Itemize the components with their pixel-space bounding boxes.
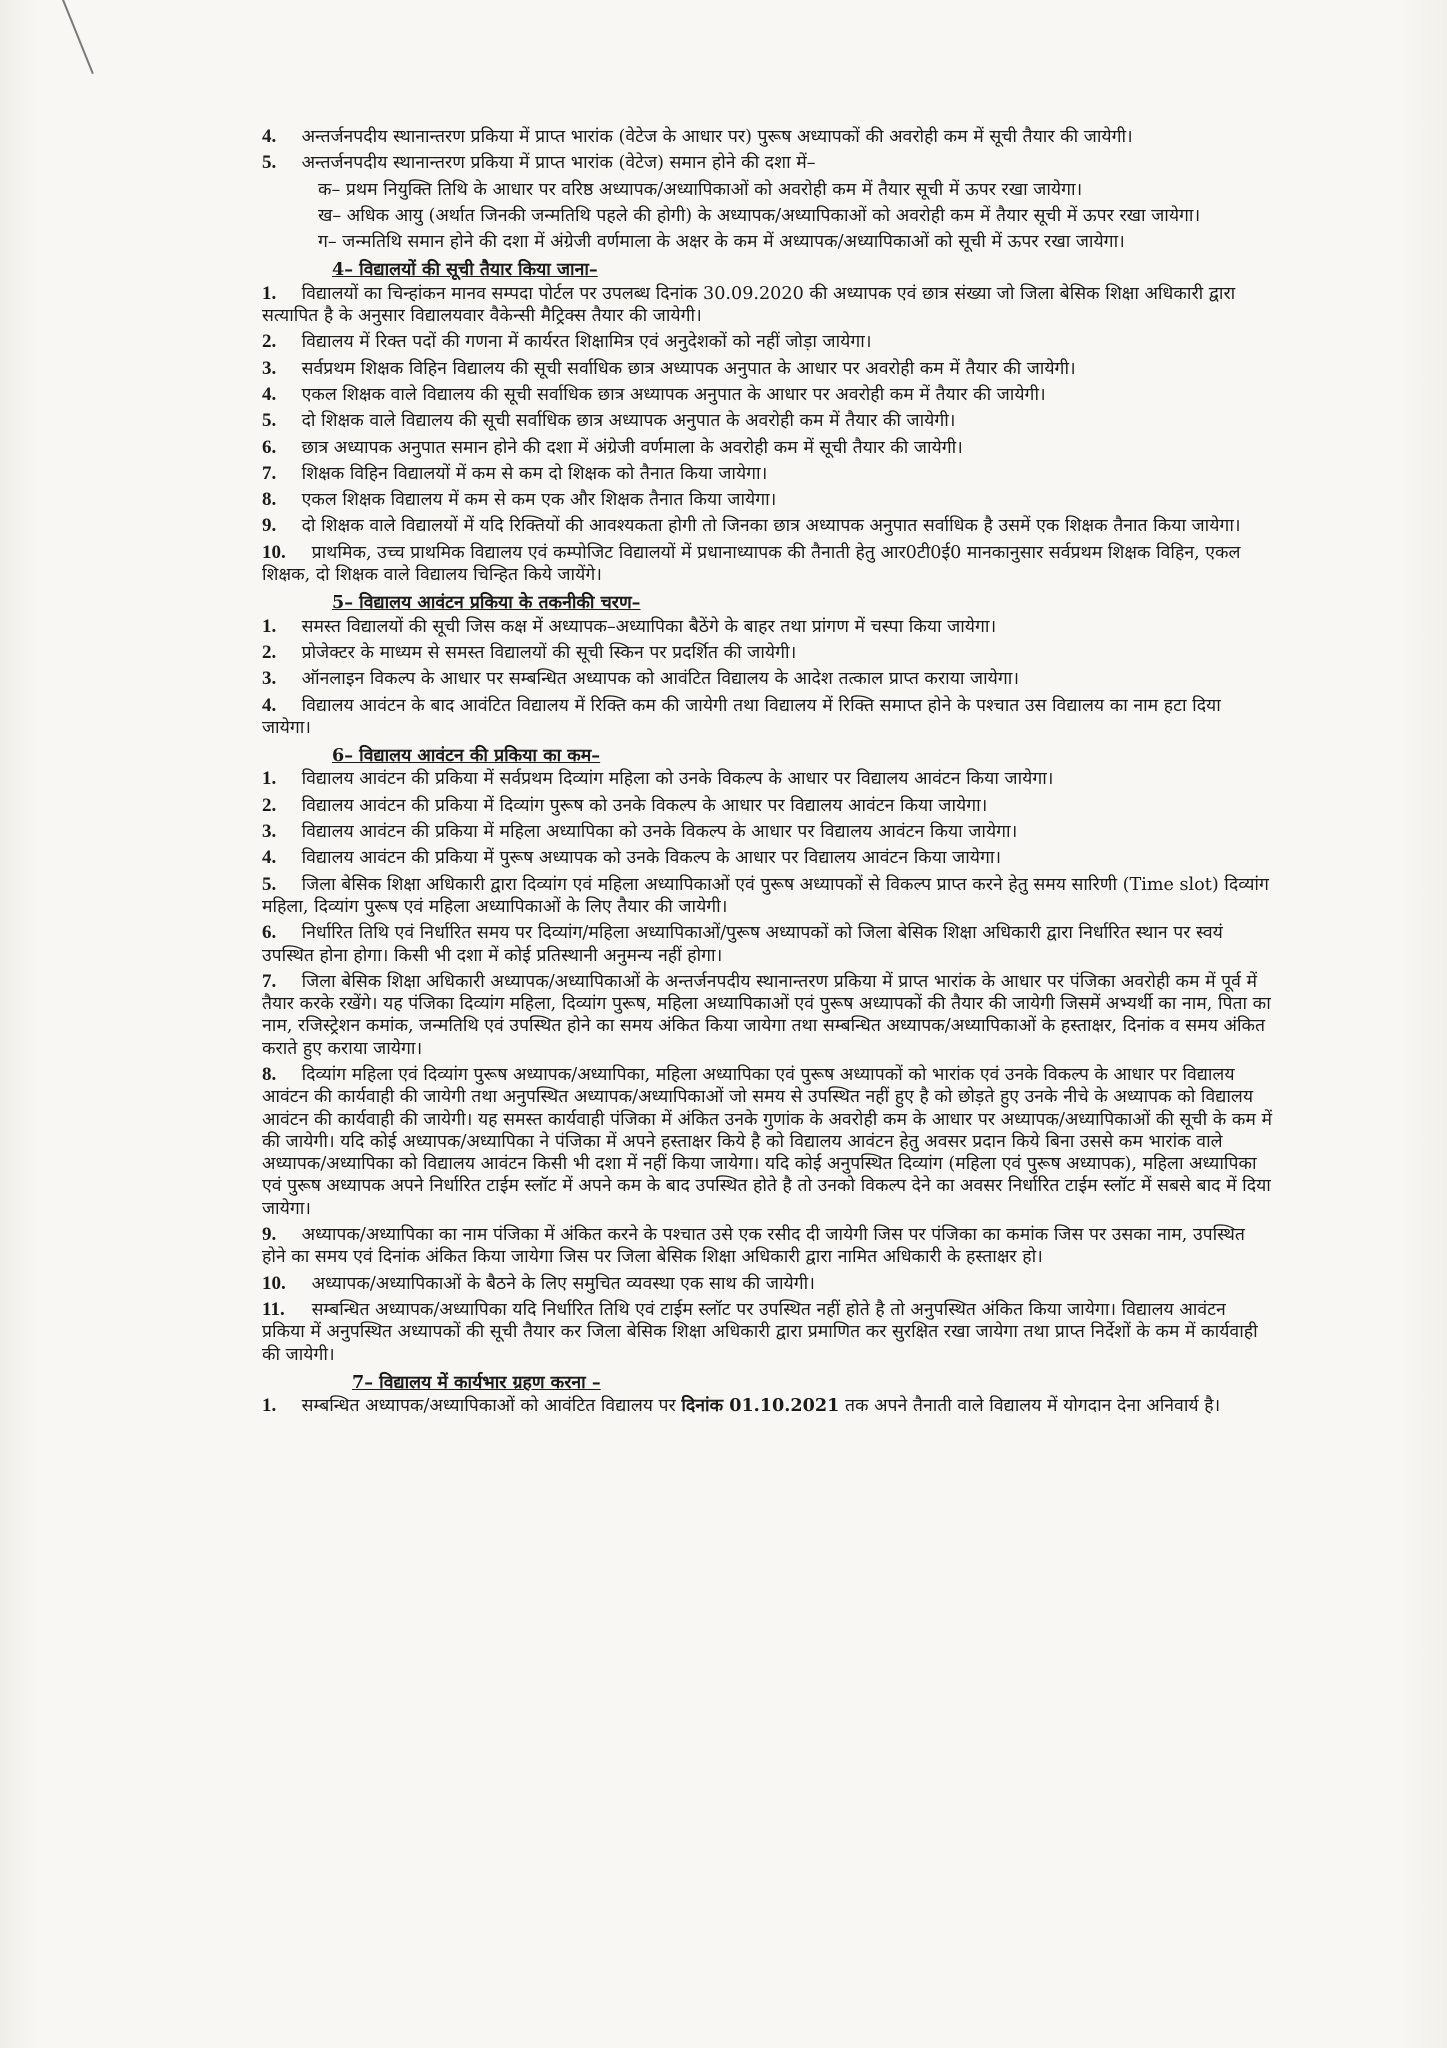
item-text: विद्यालय आवंटन की प्रकिया में दिव्यांग पुरूष को उनके विकल्प के आधार पर विद्यालय आवंटन किया जायेगा। [301, 795, 988, 816]
list-item [262, 642, 1272, 664]
list-item [262, 922, 1272, 967]
item-number: 6. [262, 922, 277, 944]
item-number: 10. [262, 541, 286, 563]
section-heading: 4– विद्यालयों की सूची तैयार किया जाना– [332, 259, 598, 281]
item-number: 9. [262, 1224, 277, 1246]
item-text: निर्धारित तिथि एवं निर्धारित समय पर दिव्यांग/महिला अध्यापिकाओं/पुरूष अध्यापकों को जिला बेसिक शिक्षा अधिकारी द्वारा निर्धारित स्थान पर स्वयं उपस्थित होना होगा। किसी भी दशा में कोई प्रतिस्थानी अनुमन्य नहीं होगा। [262, 923, 1223, 966]
item-text: जिला बेसिक शिक्षा अधिकारी अध्यापक/अध्यापिकाओं के अन्तर्जनपदीय स्थानान्तरण प्रकिया में प्राप्त भारांक के आधार पर पंजिका अवरोही कम में पूर्व में तैयार करके रखेंगे। यह पंजिका दिव्यांग महिला, दिव्यांग पुरूष, महिला अध्यापिकाओं एवं पुरूष अध्यापकों की तैयार की जायेगी जिसमें अभ्यर्थी का नाम, पिता का नाम, रजिस्ट्रेशन कमांक, जन्मतिथि एवं उपस्थित होने का समय अंकित किया जायेगा तथा सम्बन्धित अध्यापक/अध्यापिकाओं के हस्ताक्षर, दिनांक व समय अंकित कराते हुए कराया जायेगा। [262, 971, 1271, 1059]
item-text: सम्बन्धित अध्यापक/अध्यापिकाओं को आवंटित विद्यालय पर [301, 1396, 676, 1417]
item-text: छात्र अध्यापक अनुपात समान होने की दशा में अंग्रेजी वर्णमाला के अवरोही कम में सूची तैयार की जायेगी। [301, 437, 963, 458]
item-text: तक अपने तैनाती वाले विद्यालय में योगदान देना अनिवार्य है। [844, 1396, 1221, 1417]
item-text: ऑनलाइन विकल्प के आधार पर सम्बन्धित अध्यापक को आवंटित विद्यालय के आदेश तत्काल प्राप्त कराया जायेगा। [301, 669, 1020, 690]
item-text: प्राथमिक, उच्च प्राथमिक विद्यालय एवं कम्पोजिट विद्यालयों में प्रधानाध्यापक की तैनाती हेतु आर0टी0ई0 मानकानुसार सर्वप्रथम शिक्षक विहिन, एकल शिक्षक, दो शिक्षक वाले विद्यालय चिन्हित किये जायेंगे। [262, 542, 1241, 586]
list-item [262, 616, 1272, 638]
item-text: एकल शिक्षक वाले विद्यालय की सूची सर्वाधिक छात्र अध्यापक अनुपात के आधार पर अवरोही कम में तैयार की जायेगी। [301, 384, 1046, 405]
item-number: 9. [262, 515, 277, 537]
item-text: जिला बेसिक शिक्षा अधिकारी द्वारा दिव्यांग एवं महिला अध्यापिकाओं एवं पुरूष अध्यापकों से विकल्प प्राप्त करने हेतु समय सारिणी (Time slot) दिव्यांग महिला, दिव्यांग पुरूष एवं महिला अध्यापिकाओं के लिए तैयार की जायेगी। [262, 874, 1269, 917]
item-text: दिव्यांग महिला एवं दिव्यांग पुरूष अध्यापक/अध्यापिका, महिला अध्यापिका एवं पुरूष अध्यापकों को भारांक एवं उनके विकल्प के आधार पर विद्यालय आवंटन की कार्यवाही की जायेगी तथा अनुपस्थित अध्यापक/अध्यापिकाओं जो समय से उपस्थित नहीं हुए है को छोड़ते हुए उनके नीचे के अध्यापक को विद्यालय आवंटन की कार्यवाही की जायेगी। यह समस्त कार्यवाही पंजिका में अंकित उनके गुणांक के अवरोही कम के आधार पर अध्यापक/अध्यापिकाओं की सूची के कम में की जायेगी। यदि कोई अध्यापक/अध्यापिका ने पंजिका में अपने हस्ताक्षर किये है को विद्यालय आवंटन हेतु अवसर प्रदान किये बिना उससे कम भारांक वाले अध्यापक/अध्यापिका को विद्यालय आवंटन किसी भी दशा में नहीं किया जायेगा। यदि कोई अनुपस्थित दिव्यांग (महिला एवं पुरूष अध्यापक), महिला अध्यापिका एवं पुरूष अध्यापक अपने निर्धारित टाईम स्लॉट में अपने कम के बाद उपस्थित होते है तो उनको विकल्प देने का अवसर निर्धारित टाईम स्लॉट में सबसे बाद में दिया जायेगा। [262, 1064, 1273, 1219]
list-item [262, 331, 1272, 353]
list-item [262, 437, 1272, 459]
list-item [262, 971, 1272, 1060]
list-item [262, 874, 1272, 919]
list-item [262, 768, 1272, 790]
list-item [262, 410, 1272, 432]
item-number: 3. [262, 357, 277, 379]
item-text: प्रोजेक्टर के माध्यम से समस्त विद्यालयों की सूची स्किन पर प्रदर्शित की जायेगी। [301, 642, 797, 663]
list-item [262, 1273, 1272, 1295]
list-item [262, 489, 1272, 511]
item-text: विद्यालयों का चिन्हांकन मानव सम्पदा पोर्टल पर उपलब्ध दिनांक 30.09.2020 की अध्यापक एवं छात्र संख्या जो जिला बेसिक शिक्षा अधिकारी द्वारा सत्यापित है के अनुसार विद्यालयवार वैकेन्सी मैट्रिक्स तैयार की जायेगी। [262, 283, 1236, 327]
item-number: 7. [262, 462, 277, 484]
page-fold-mark [62, 0, 94, 74]
item-number: 4. [262, 383, 277, 405]
section-heading: 7– विद्यालय में कार्यभार ग्रहण करना – [352, 1371, 601, 1393]
list-item [262, 795, 1272, 817]
item-number: 8. [262, 1063, 277, 1085]
item-number: 1. [262, 615, 277, 637]
item-number: 5. [262, 410, 277, 432]
item-text: विद्यालय आवंटन की प्रकिया में पुरूष अध्यापक को उनके विकल्प के आधार पर विद्यालय आवंटन किया जायेगा। [301, 848, 1002, 869]
item-number: 2. [262, 794, 277, 816]
item-text: दो शिक्षक वाले विद्यालयों में यदि रिक्तियों की आवश्यकता होगी तो जिनका छात्र अध्यापक अनुपात सर्वाधिक है उसमें एक शिक्षक तैनात किया जायेगा। [301, 516, 1241, 537]
list-item [262, 668, 1272, 690]
list-item [262, 821, 1272, 843]
item-number: 1. [262, 282, 277, 304]
item-number: 5. [262, 873, 277, 895]
list-item [262, 542, 1272, 587]
item-text: अन्तर्जनपदीय स्थानान्तरण प्रकिया में प्राप्त भारांक (वेटेज के आधार पर) पुरूष अध्यापकों की अवरोही कम में सूची तैयार की जायेगी। [301, 127, 1133, 147]
list-item [262, 847, 1272, 869]
item-number: 10. [262, 1272, 286, 1294]
item-number: 6. [262, 436, 277, 458]
item-number: 3. [262, 821, 277, 843]
list-item [262, 1224, 1272, 1269]
item-text: विद्यालय आवंटन की प्रकिया में सर्वप्रथम दिव्यांग महिला को उनके विकल्प के आधार पर विद्यालय आवंटन किया जायेगा। [301, 769, 1054, 790]
list-item [262, 1395, 1272, 1417]
item-number: 4. [262, 847, 277, 869]
list-item [262, 384, 1272, 406]
document-body [262, 126, 1272, 1417]
list-item [262, 152, 1272, 174]
item-text: सम्बन्धित अध्यापक/अध्यापिका यदि निर्धारित तिथि एवं टाईम स्लॉट पर उपस्थित नहीं होते है तो अनुपस्थित अंकित किया जायेगा। विद्यालय आवंटन प्रकिया में अनुपस्थित अध्यापकों की सूची तैयार कर जिला बेसिक शिक्षा अधिकारी द्वारा प्रमाणित कर सुरक्षित रखा जायेगा तथा प्राप्त निर्देशों के कम में कार्यवाही की जायेगी। [262, 1299, 1258, 1365]
item-text: विद्यालय आवंटन के बाद आवंटित विद्यालय में रिक्ति कम की जायेगी तथा विद्यालय में रिक्ति समाप्त होने के पश्चात उस विद्यालय का नाम हटा दिया जायेगा। [262, 695, 1221, 738]
item-number: 2. [262, 641, 277, 663]
item-text: समस्त विद्यालयों की सूची जिस कक्ष में अध्यापक–अध्यापिका बैठेंगे के बाहर तथा प्रांगण में चस्पा किया जायेगा। [301, 616, 997, 637]
list-item [262, 515, 1272, 537]
item-text: अध्यापक/अध्यापिकाओं के बैठने के लिए समुचित व्यवस्था एक साथ की जायेगी। [311, 1273, 815, 1294]
item-text: शिक्षक विहिन विद्यालयों में कम से कम दो शिक्षक को तैनात किया जायेगा। [301, 463, 768, 484]
section-heading: 5– विद्यालय आवंटन प्रकिया के तकनीकी चरण– [332, 592, 641, 614]
list-item [262, 1299, 1272, 1366]
item-text: सर्वप्रथम शिक्षक विहिन विद्यालय की सूची सर्वाधिक छात्र अध्यापक अनुपात के आधार पर अवरोही कम में तैयार की जायेगी। [301, 358, 1076, 379]
item-number: 7. [262, 970, 277, 992]
list-item [262, 1064, 1272, 1220]
item-number: 3. [262, 668, 277, 690]
item-text: अन्तर्जनपदीय स्थानान्तरण प्रकिया में प्राप्त भारांक (वेटेज) समान होने की दशा में– [301, 153, 816, 174]
list-item [262, 695, 1272, 740]
date-highlight: दिनांक 01.10.2021 [681, 1395, 840, 1417]
sub-point: ग– जन्मतिथि समान होने की दशा में अंग्रेजी वर्णमाला के अक्षर के कम में अध्यापक/अध्यापिकाओं को सूची में ऊपर रखा जायेगा। [318, 232, 1125, 253]
item-number: 11. [262, 1298, 285, 1320]
sub-point: ख– अधिक आयु (अर्थात जिनकी जन्मतिथि पहले की होगी) के अध्यापक/अध्यापिकाओं को अवरोही कम में तैयार सूची में ऊपर रखा जायेगा। [318, 205, 1201, 226]
item-text: विद्यालय आवंटन की प्रकिया में महिला अध्यापिका को उनके विकल्प के आधार पर विद्यालय आवंटन किया जायेगा। [301, 822, 1018, 843]
sub-point: क– प्रथम नियुक्ति तिथि के आधार पर वरिष्ठ अध्यापक/अध्यापिकाओं को अवरोही कम में तैयार सूची में ऊपर रखा जायेगा। [318, 179, 1083, 200]
item-number: 1. [262, 1395, 277, 1417]
list-item [262, 463, 1272, 485]
item-text: अध्यापक/अध्यापिका का नाम पंजिका में अंकित करने के पश्चात उसे एक रसीद दी जायेगी जिस पर पंजिका का कमांक जिस पर उसका नाम, उपस्थित होने का समय एवं दिनांक अंकित किया जायेगा जिस पर जिला बेसिक शिक्षा अधिकारी द्वारा नामित अधिकारी के हस्ताक्षर हो। [262, 1225, 1245, 1268]
list-item [262, 283, 1272, 328]
item-text: दो शिक्षक वाले विद्यालय की सूची सर्वाधिक छात्र अध्यापक अनुपात के अवरोही कम में तैयार की जायेगी। [301, 411, 956, 432]
item-number: 8. [262, 489, 277, 511]
item-number: 4. [262, 694, 277, 716]
section-heading: 6– विद्यालय आवंटन की प्रकिया का कम– [332, 745, 601, 767]
list-item [262, 126, 1272, 148]
item-number: 2. [262, 331, 277, 353]
item-number: 4. [262, 126, 277, 147]
item-text: विद्यालय में रिक्त पदों की गणना में कार्यरत शिक्षामित्र एवं अनुदेशकों को नहीं जोड़ा जायेगा। [301, 332, 872, 353]
item-text: एकल शिक्षक विद्यालय में कम से कम एक और शिक्षक तैनात किया जायेगा। [301, 490, 777, 511]
item-number: 1. [262, 768, 277, 790]
list-item [262, 358, 1272, 380]
item-number: 5. [262, 152, 277, 174]
